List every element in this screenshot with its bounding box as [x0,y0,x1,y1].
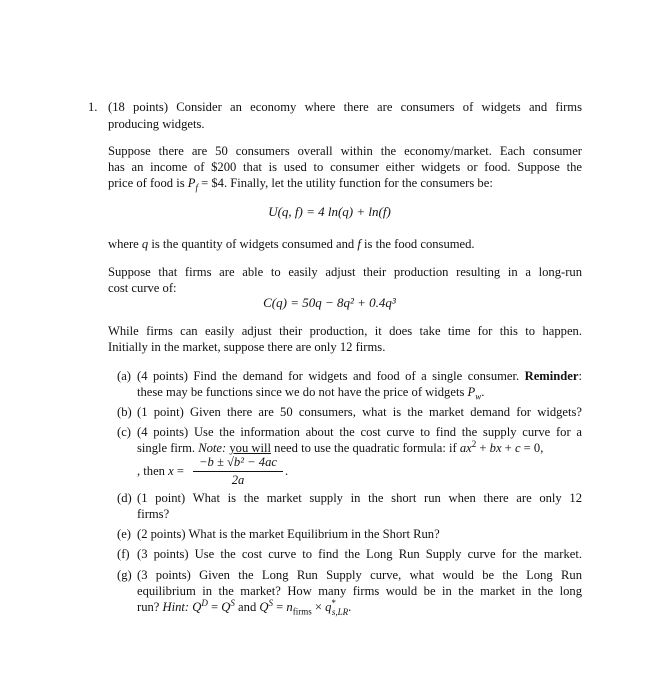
part-d-line-2: firms? [137,507,170,521]
part-a-line-2: these may be functions since we do not have the price of widgets $P_w$. [137,385,485,402]
utility-equation: U(q, f) = 4 ln(q) + ln(f) [268,204,391,219]
part-g-line-2: equilibrium in the market? How many firms would be in the market in the long [137,584,582,598]
part-b-label: (b) [117,405,132,419]
cost-equation: C(q) = 50q − 8q² + 0.4q³ [263,295,396,310]
part-e-label: (e) [117,527,131,541]
fraction-period: . [285,464,289,478]
question-intro-line-1: (18 points) Consider an economy where there are consumers of widgets and firms [108,100,582,114]
para1-line-1: Suppose there are 50 consumers overall within the economy/market. Each consumer [108,144,582,158]
part-d-label: (d) [117,491,132,505]
para4-line-2: Initially in the market, suppose there are only 12 firms. [108,340,386,354]
part-f-label: (f) [117,547,130,561]
part-g-line-1: (3 points) Given the Long Run Supply curve, what would be the Long Run [137,568,582,582]
part-g-label: (g) [117,568,132,582]
part-a-label: (a) [117,369,131,383]
question-intro-line-2: producing widgets. [108,117,205,131]
quadratic-numerator: −b ± √b² − 4ac [199,455,277,469]
part-g-line-3: run? Hint: $Q^D = Q^S$ and $Q^S = n_{firms} \times q^*_{s,LR}$. [137,597,352,617]
part-c-line-2: single firm. Note: you will need to use the quadratic formula: if $ax^2$ + bx + c = 0, [137,438,544,455]
part-f-line-1: (3 points) Use the cost curve to find the Long Run Supply curve for the market. [137,547,582,561]
para3-line-1: Suppose that firms are able to easily adjust their production resulting in a long-run [108,265,582,279]
part-c-line-1: (4 points) Use the information about the cost curve to find the supply curve for a [137,425,582,439]
para3-line-2: cost curve of: [108,281,177,295]
part-d-line-1: (1 point) What is the market supply in the short run when there are only 12 [137,491,582,505]
part-c-line-3: , then x = [137,464,184,478]
para2-line: where q is the quantity of widgets consumed and f is the food consumed. [108,237,475,251]
part-a-line-1: (4 points) Find the demand for widgets and food of a single consumer. Reminder: [137,369,582,383]
part-e-line-1: (2 points) What is the market Equilibrium in the Short Run? [137,527,440,541]
para1-line-3: price of food is $P_f$ = $4. Finally, let the utility function for the consumers be: [108,176,493,193]
part-b-line-1: (1 point) Given there are 50 consumers, what is the market demand for widgets? [137,405,582,419]
para4-line-1: While firms can easily adjust their production, it does take time for this to happen. [108,324,582,338]
para1-line-2: has an income of $200 that is used to consumer either widgets or food. Suppose the [108,160,582,174]
quadratic-denominator: 2a [231,473,245,487]
part-c-label: (c) [117,425,131,439]
question-number: 1. [88,100,98,114]
